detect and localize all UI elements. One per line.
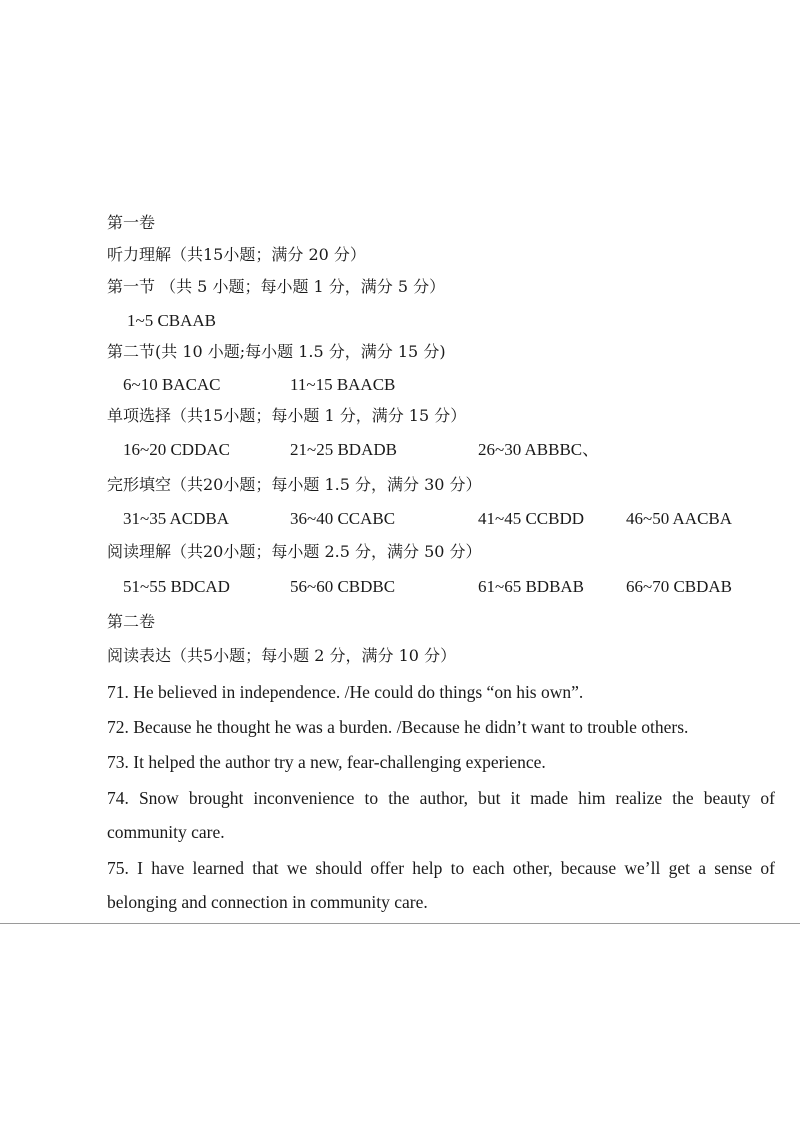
answer-72: 72. Because he thought he was a burden. /Because he didn’t want to trouble others. [107,717,689,737]
answer-74-line1: 74. Snow brought inconvenience to the author, but it made him realize the beauty of [107,788,775,808]
answer-group-26-30: 26~30 ABBBC、 [478,440,600,459]
answer-71: 71. He believed in independence. /He could do things “on his own”. [107,682,584,702]
volume-one-title: 第一卷 [107,213,156,232]
answer-75-line1: 75. I have learned that we should offer help to each other, because we’ll get a sense of [107,858,775,878]
cloze-heading: 完形填空（共20小题；每小题 1.5 分，满分 30 分） [107,475,482,494]
answer-group-51-55: 51~55 BDCAD [123,577,230,596]
single-choice-heading: 单项选择（共15小题；每小题 1 分，满分 15 分） [107,406,467,425]
answer-group-36-40: 36~40 CCABC [290,509,396,528]
answer-group-66-70: 66~70 CBDAB [626,577,733,596]
listening-section2-heading: 第二节(共 10 小题;每小题 1.5 分，满分 15 分) [107,342,446,361]
answer-group-61-65: 61~65 BDBAB [478,577,585,596]
answer-74-line2: community care. [107,822,225,842]
answer-75-line2: belonging and connection in community care. [107,892,428,912]
answer-group-46-50: 46~50 AACBA [626,509,733,528]
answer-group-31-35: 31~35 ACDBA [123,509,230,528]
answer-group-1-5: 1~5 CBAAB [127,311,217,330]
answer-group-16-20: 16~20 CDDAC [123,440,230,459]
reading-expression-heading: 阅读表达（共5小题；每小题 2 分，满分 10 分） [107,646,457,665]
bottom-divider [0,923,800,924]
answer-73: 73. It helped the author try a new, fear-challenging experience. [107,752,546,772]
answer-group-11-15: 11~15 BAACB [290,375,396,394]
answer-group-41-45: 41~45 CCBDD [478,509,585,528]
answer-group-6-10: 6~10 BACAC [123,375,221,394]
listening-heading: 听力理解（共15小题；满分 20 分） [107,245,366,264]
reading-heading: 阅读理解（共20小题；每小题 2.5 分，满分 50 分） [107,542,482,561]
answer-group-21-25: 21~25 BDADB [290,440,397,459]
volume-two-title: 第二卷 [107,612,156,631]
answer-group-56-60: 56~60 CBDBC [290,577,396,596]
listening-section1-heading: 第一节 （共 5 小题；每小题 1 分，满分 5 分） [107,277,446,296]
